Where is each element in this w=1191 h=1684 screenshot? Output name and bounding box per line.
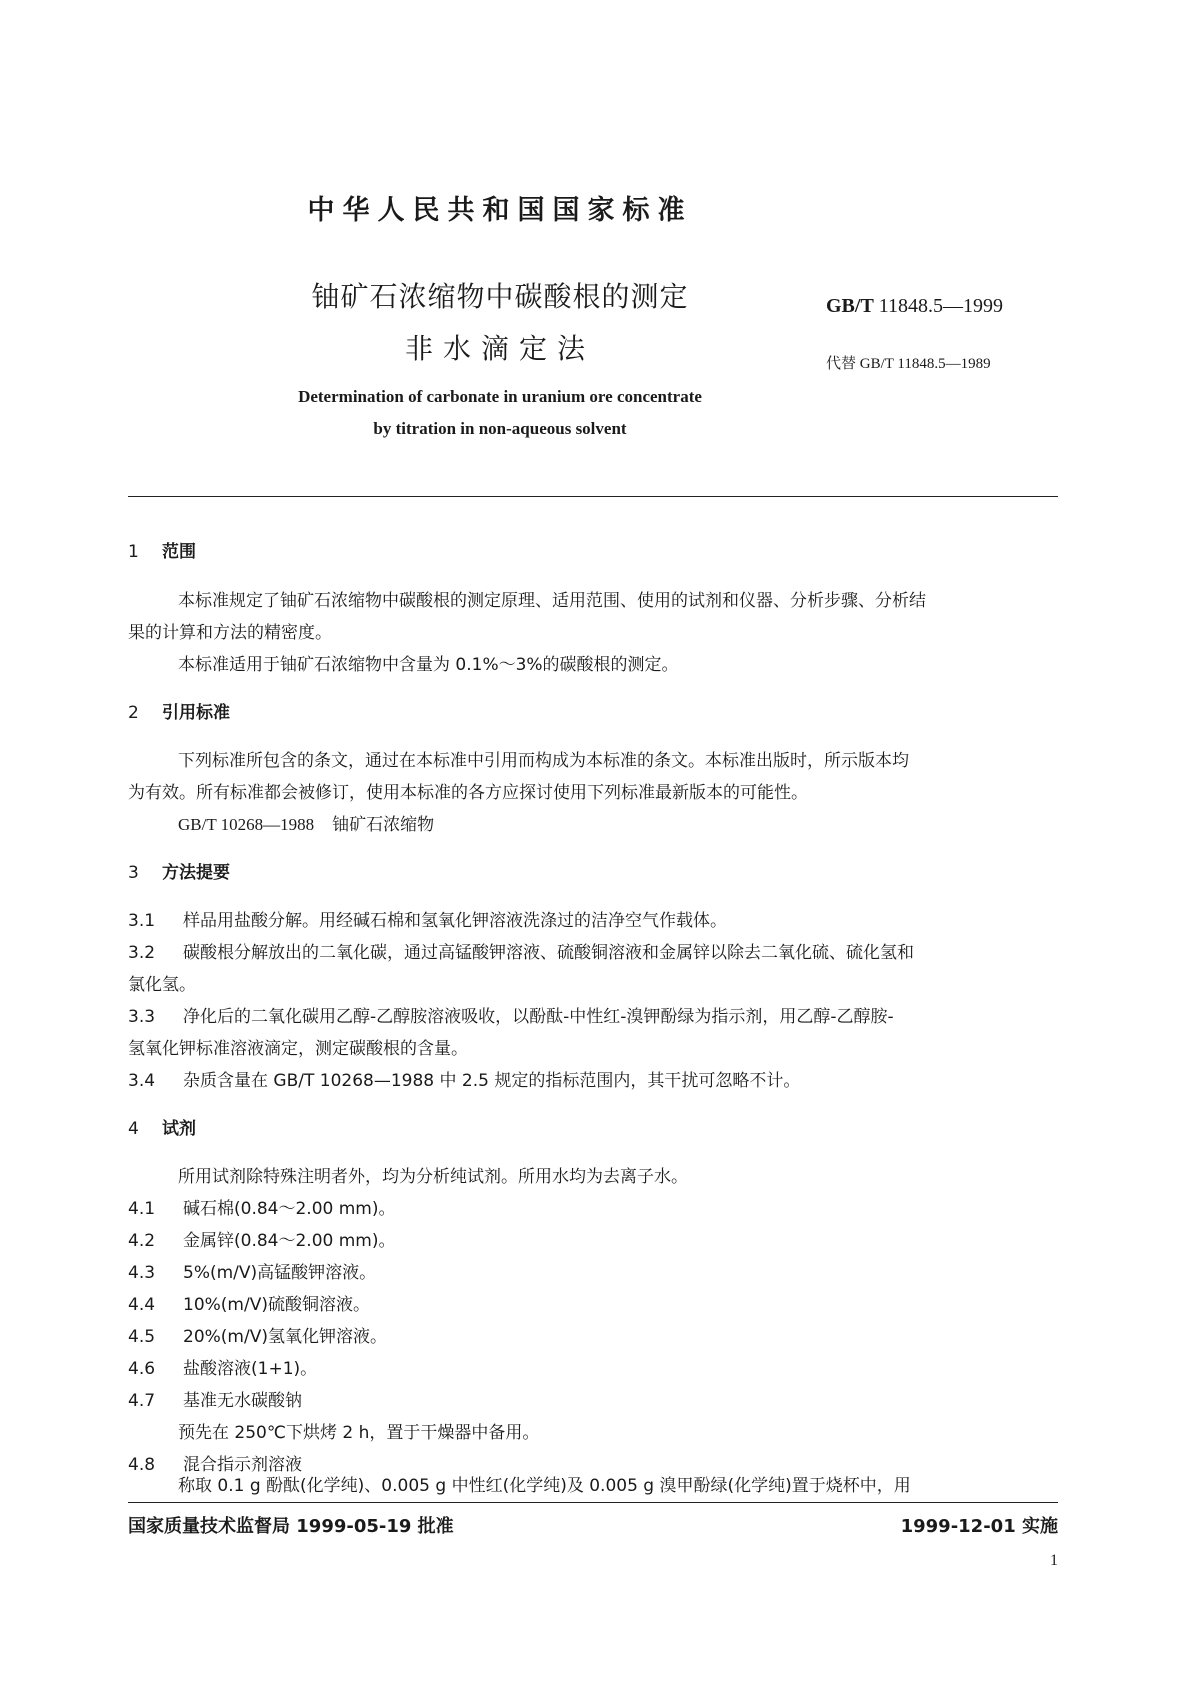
clause-text: 5%(m/V)高锰酸钾溶液。 (183, 1263, 377, 1283)
clause-number: 3.3 (128, 1007, 156, 1027)
section-1-paragraph-1: 本标准规定了铀矿石浓缩物中碳酸根的测定原理、适用范围、使用的试剂和仪器、分析步骤、分析结 (178, 591, 926, 611)
clause-4-2 (128, 1225, 1058, 1257)
clause-number: 4.5 (128, 1327, 156, 1347)
clause-4-7-detail: 预先在 250℃下烘烤 2 h，置于干燥器中备用。 (178, 1423, 540, 1443)
clause-4-4 (128, 1289, 1058, 1321)
section-1-paragraph-2: 本标准适用于铀矿石浓缩物中含量为 0.1%～3%的碳酸根的测定。 (178, 655, 679, 675)
bottom-divider (128, 1502, 1058, 1503)
clause-3-3-cont: 氢氧化钾标准溶液滴定，测定碳酸根的含量。 (128, 1039, 468, 1059)
clause-4-3 (128, 1257, 1058, 1289)
clause-4-6 (128, 1353, 1058, 1385)
clause-text: 杂质含量在 GB/T 10268—1988 中 2.5 规定的指标范围内，其干扰可忽略不计。 (183, 1071, 801, 1091)
section-title: 方法提要 (162, 863, 230, 883)
standard-code (826, 295, 1003, 318)
clause-text: 10%(m/V)硫酸铜溶液。 (183, 1295, 370, 1315)
clause-number: 4.1 (128, 1199, 156, 1219)
clause-4-7 (128, 1385, 1058, 1417)
section-2-paragraph-1-cont: 为有效。所有标准都会被修订，使用本标准的各方应探讨使用下列标准最新版本的可能性。 (128, 783, 808, 803)
clause-4-5 (128, 1321, 1058, 1353)
clause-3-2 (128, 937, 1058, 969)
clause-number: 4.3 (128, 1263, 156, 1283)
standard-prefix: GB/T (826, 295, 874, 317)
clause-number: 3.2 (128, 943, 156, 963)
section-4-intro: 所用试剂除特殊注明者外，均为分析纯试剂。所用水均为去离子水。 (178, 1167, 688, 1187)
section-4-heading (128, 1113, 1058, 1145)
replaces-note: 代替 GB/T 11848.5—1989 (826, 356, 991, 372)
section-3-heading (128, 857, 1058, 889)
section-2-paragraph-1: 下列标准所包含的条文，通过在本标准中引用而构成为本标准的条文。本标准出版时，所示版本均 (178, 751, 909, 771)
section-title: 范围 (162, 542, 196, 562)
clause-text: 碱石棉(0.84～2.00 mm)。 (183, 1199, 396, 1219)
english-title-line1: Determination of carbonate in uranium ore concentrate (298, 387, 702, 406)
clause-number: 3.4 (128, 1071, 156, 1091)
clause-text: 混合指示剂溶液 (183, 1455, 302, 1475)
standard-number: 11848.5—1999 (878, 295, 1004, 317)
reference-title: 铀矿石浓缩物 (332, 815, 435, 835)
section-2-heading (128, 697, 1058, 729)
page-number: 1 (1050, 1552, 1058, 1569)
national-standard-heading: 中华人民共和国国家标准 (307, 195, 693, 226)
section-title: 试剂 (162, 1119, 196, 1139)
top-divider (128, 496, 1058, 497)
clause-3-2-cont: 氯化氢。 (128, 975, 196, 995)
reference-entry (128, 809, 1108, 841)
reference-code: GB/T 10268—1988 (178, 815, 315, 834)
section-number: 3 (128, 863, 139, 883)
section-number: 4 (128, 1119, 139, 1139)
clause-3-1 (128, 905, 1058, 937)
clause-text: 样品用盐酸分解。用经碱石棉和氢氧化钾溶液洗涤过的洁净空气作载体。 (183, 911, 727, 931)
clause-number: 4.2 (128, 1231, 156, 1251)
section-number: 2 (128, 703, 139, 723)
clause-text: 碳酸根分解放出的二氧化碳，通过高锰酸钾溶液、硫酸铜溶液和金属锌以除去二氧化硫、硫化氢和 (183, 943, 914, 963)
section-title: 引用标准 (162, 703, 230, 723)
section-1-paragraph-1-cont: 果的计算和方法的精密度。 (128, 623, 332, 643)
clause-number: 4.6 (128, 1359, 156, 1379)
clause-text: 盐酸溶液(1+1)。 (183, 1359, 318, 1379)
section-number: 1 (128, 542, 139, 562)
clause-number: 4.7 (128, 1391, 156, 1411)
section-1-heading (128, 536, 1058, 568)
clause-number: 3.1 (128, 911, 156, 931)
clause-number: 4.8 (128, 1455, 156, 1475)
clause-text: 基准无水碳酸钠 (183, 1391, 302, 1411)
document-title-line2: 非水滴定法 (404, 332, 595, 365)
implementation-date: 1999-12-01 实施 (900, 1516, 1058, 1537)
clause-3-3 (128, 1001, 1058, 1033)
clause-text: 20%(m/V)氢氧化钾溶液。 (183, 1327, 387, 1347)
english-title-line2: by titration in non-aqueous solvent (373, 419, 627, 438)
clause-text: 净化后的二氧化碳用乙醇-乙醇胺溶液吸收，以酚酞-中性红-溴钾酚绿为指示剂，用乙醇-乙醇胺- (183, 1007, 894, 1027)
document-title-line1: 铀矿石浓缩物中碳酸根的测定 (311, 280, 689, 313)
clause-number: 4.4 (128, 1295, 156, 1315)
clause-4-8-detail: 称取 0.1 g 酚酞(化学纯)、0.005 g 中性红(化学纯)及 0.005 g 溴甲酚绿(化学纯)置于烧杯中，用 (178, 1476, 911, 1496)
approval-info: 国家质量技术监督局 1999-05-19 批准 (128, 1516, 454, 1537)
clause-3-4 (128, 1065, 1058, 1097)
clause-text: 金属锌(0.84～2.00 mm)。 (183, 1231, 396, 1251)
clause-4-1 (128, 1193, 1058, 1225)
